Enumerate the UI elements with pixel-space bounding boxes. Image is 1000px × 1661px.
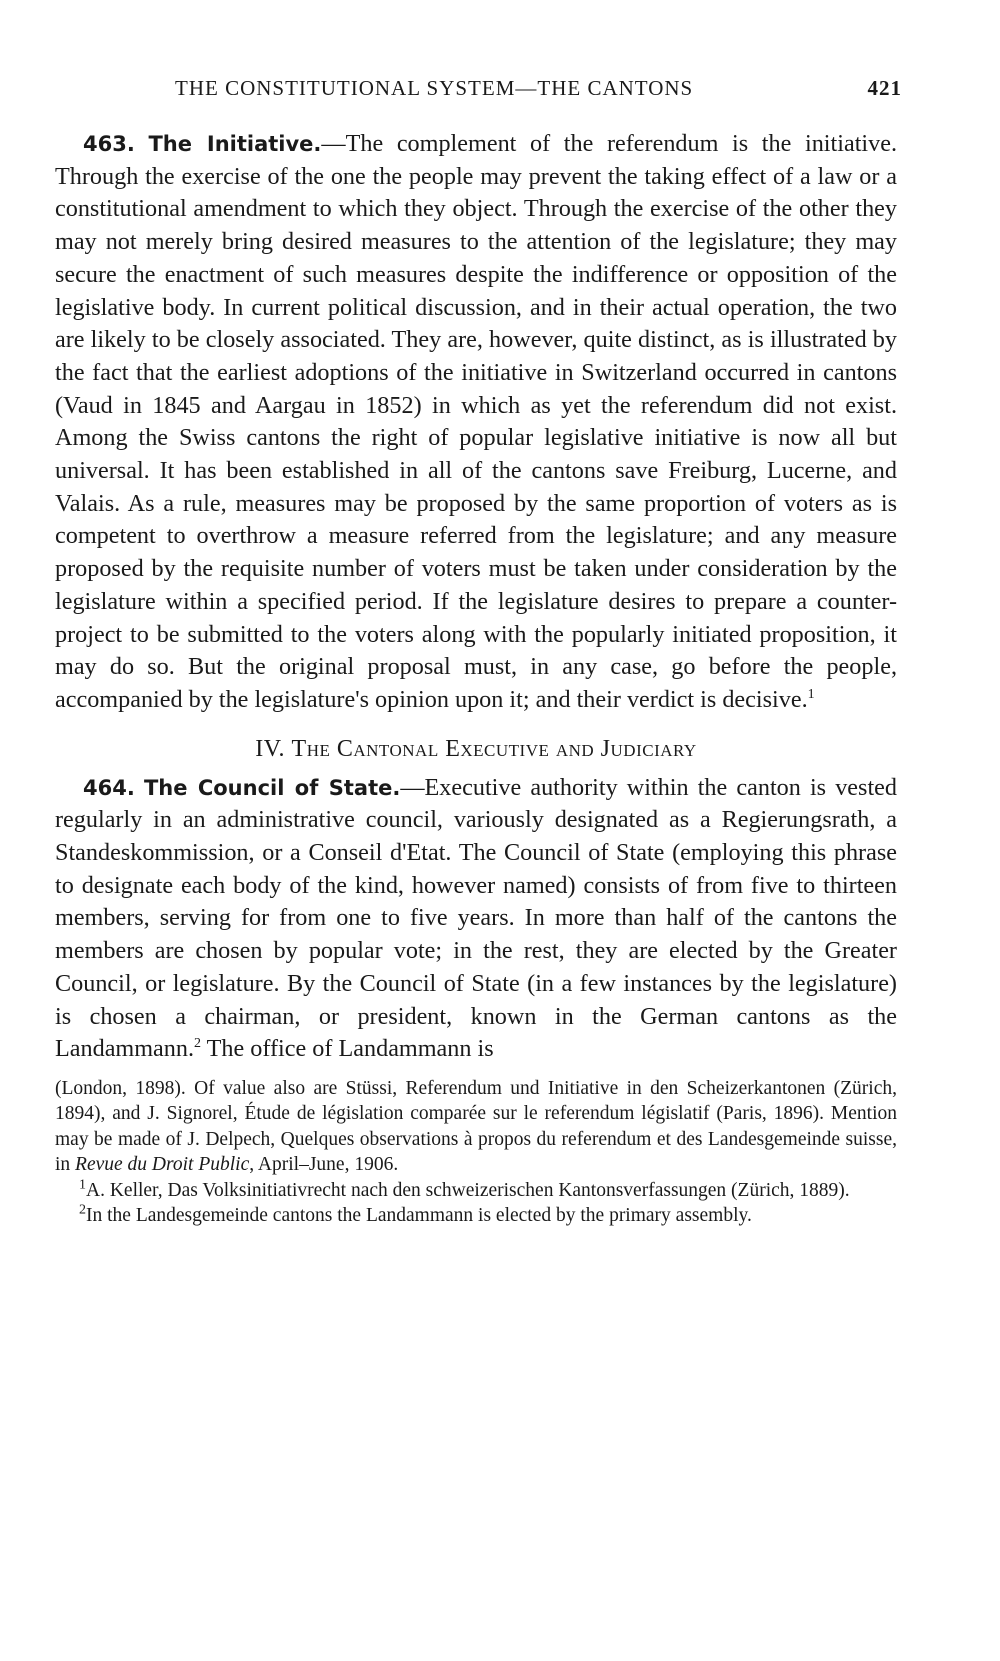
footnote-marker: 1 [79,1177,86,1193]
footnote-2: $^2$In the Landesgemeinde cantons the Landammann is elected by the primary assembly. [79,1202,752,1227]
footnote-reference: 2 [194,1036,202,1052]
paragraph-text: —The complement of the referendum is the initiative. Through the exercise of the one the people may prevent the taking effect of a law or a constitutional amendment to which they object. Through the exercise of the other they may not merely bring desired measures to the attention of the legislature; they may secure the enactment of such measures despite the indifference or opposition of the legislative body. In current political discussion, and in their actual operation, the two are likely to be closely associated. They are, however, quite distinct, as is illustrated by the fact that the earliest adoptions of the initiative in Switzerland occurred in cantons (Vaud in 1845 and Aargau in 1852) in which as yet the referendum did not exist. Among the Swiss cantons the right of popular legislative initiative is now all but universal. It has been established in all of the cantons save Freiburg, Lucerne, and Valais. As a rule, measures may be proposed by the same proportion of voters as is competent to overthrow a measure referred from the legislature; and any measure proposed by the requisite number of voters must be taken under consideration by the legislature within a specified period. If the legislature desires to prepare a counter-project to be submitted to the voters along with the popularly initiated proposition, it may do so. But the original proposal must, in any case, go before the people, accompanied by the legislature's opinion upon it; and their verdict is decisive. [55,130,898,713]
section-title: The Cantonal Executive and Judiciary [291,735,697,762]
running-header [55,70,902,110]
chapter-section-heading [55,736,897,763]
running-title: THE CONSTITUTIONAL SYSTEM—THE CANTONS [175,76,694,100]
paragraph-text: —Executive authority within the canton is vested regularly in an administrative council, variously designated as a Regierungsrath, a Standeskommission, or a Conseil d'Etat. The Council of State (employing this phrase to designate each body of the kind, however named) consists of from five to thirteen members, serving for from one to five years. In more than half of the cantons the members are chosen by popular vote; in the rest, they are elected by the Greater Council, or legislature. By the Council of State (in a few instances by the legislature) is chosen a chairman, or president, known in the German cantons as the Landammann. [55,773,897,1063]
footnote-marker: 2 [79,1202,86,1218]
paragraph-464 [55,772,897,1066]
section-number: 463. [83,132,135,156]
paragraph-463 [55,128,897,717]
book-page [55,70,902,1229]
section-heading: The Council of State. [143,775,401,800]
footnotes [55,1076,897,1229]
section-numeral: IV. [255,735,286,762]
section-number: 464. [83,775,135,800]
section-heading: The Initiative. [148,132,322,156]
journal-title: Revue du Droit Public [75,1154,250,1176]
paragraph-text-continued: The office of Landammann is [201,1035,494,1063]
footnote-1: $^1$A. Keller, Das Volksinitiativrecht nach den schweizerischen Kantonsverfassungen (Zürich, 1889). [79,1177,850,1201]
footnote-continued: (London, 1898). Of value also are Stüssi, Referendum und Initiative in den Scheizerkantonen (Zürich, 1894), and J. Signorel, Étude de législation comparée sur le referendum législatif (Paris, 1896). Mention may be made of J. Delpech, Quelques observations à propos du referendum et des Landesgemeinde suisse, in Revue du Droit Public, April–June, 1906. [55,1077,897,1176]
page-number: 421 [867,76,902,100]
footnote-reference: 1 [807,686,815,702]
